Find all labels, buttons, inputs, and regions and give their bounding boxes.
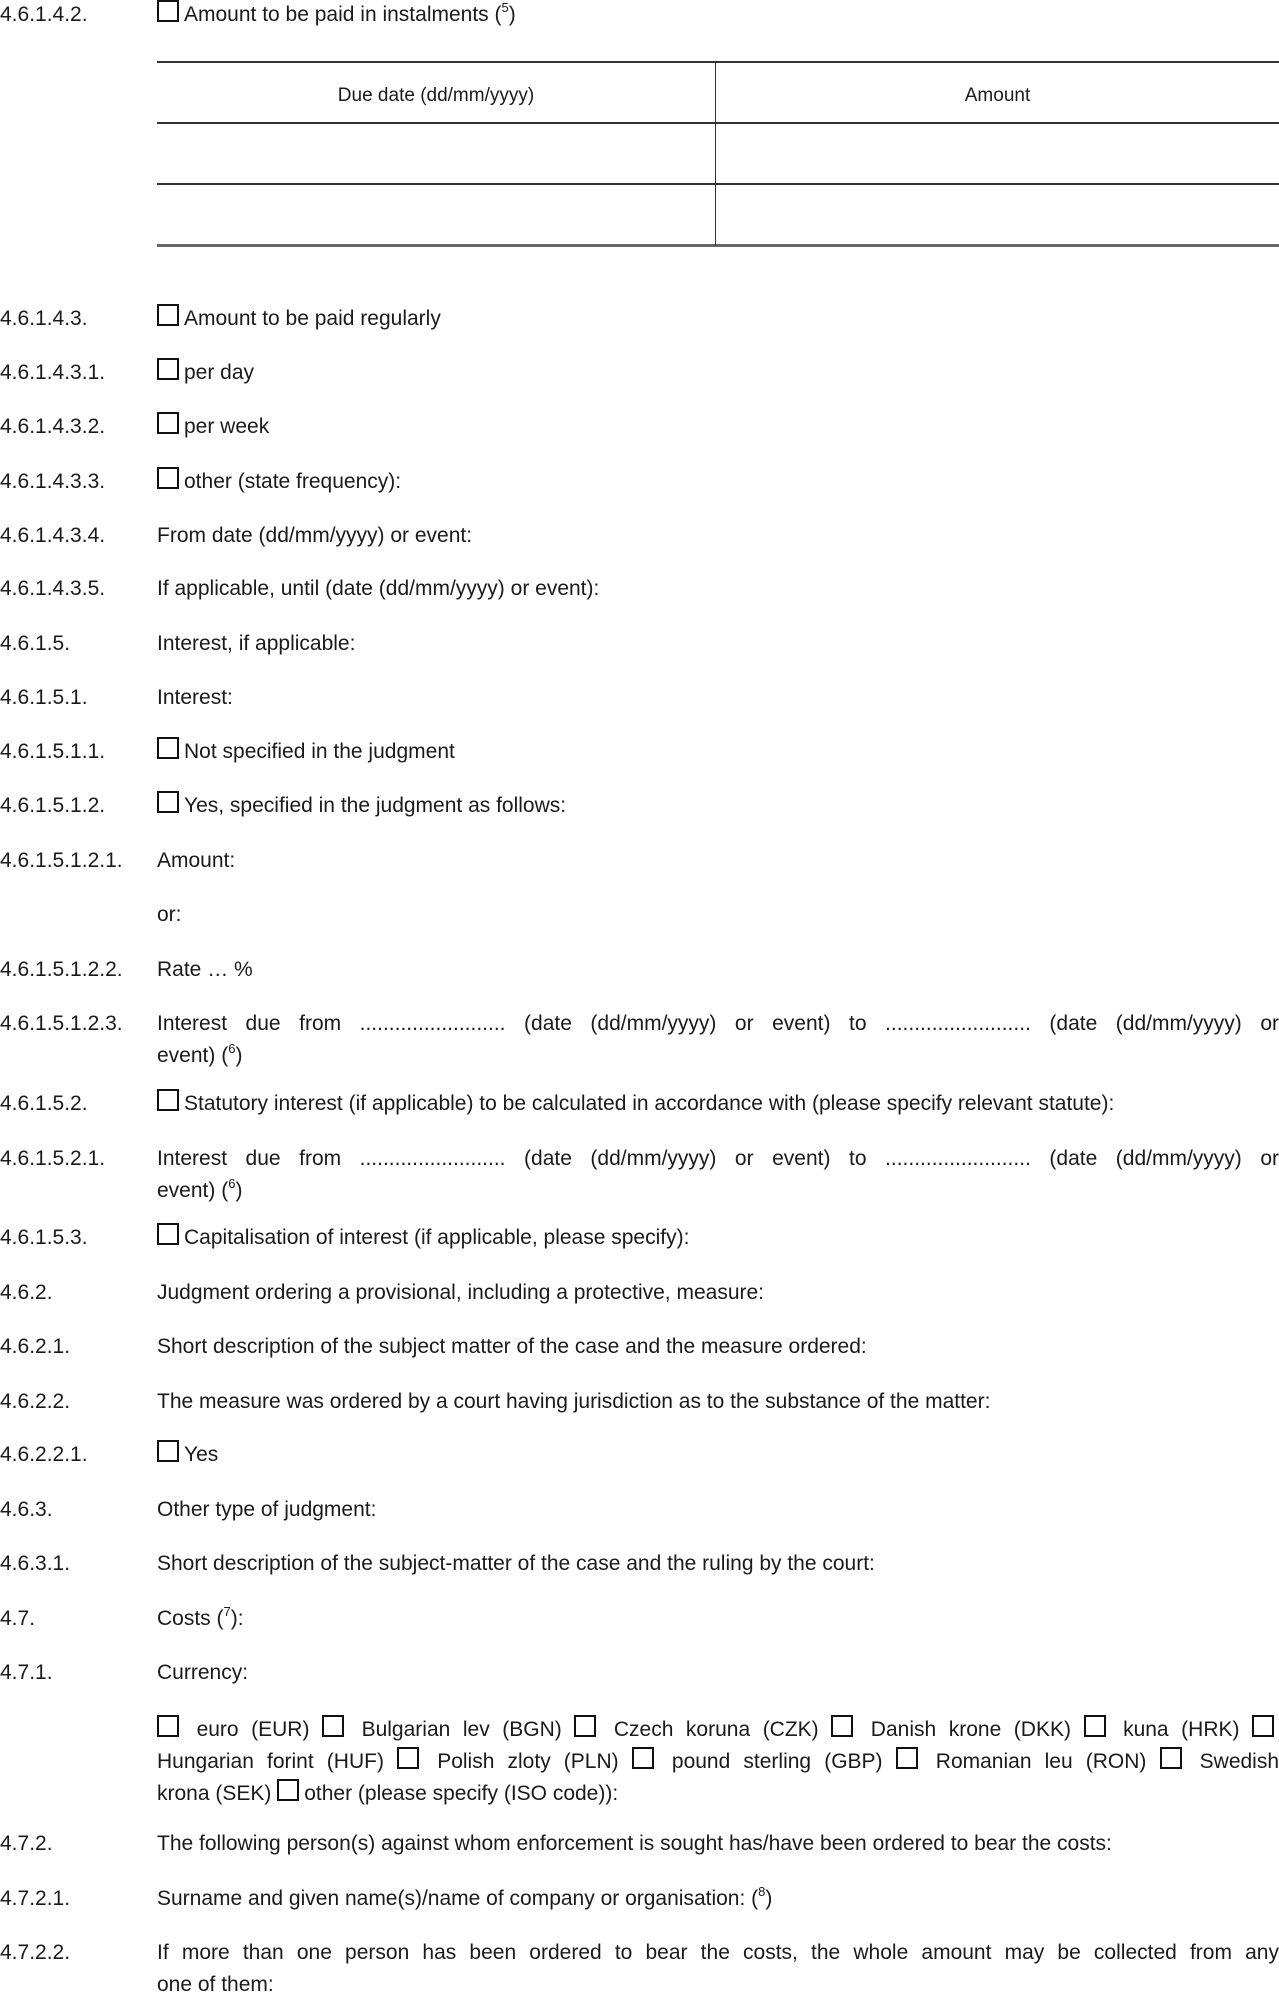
section-text	[157, 1494, 1279, 1526]
text: Czech koruna (CZK)	[613, 1718, 832, 1741]
section-text	[157, 573, 1279, 605]
section-number: 4.6.1.5.1.1.	[0, 740, 106, 763]
checkbox[interactable]	[1252, 1715, 1274, 1737]
section-number: 4.6.2.2.	[0, 1390, 71, 1413]
text-line	[157, 520, 1279, 552]
text-line	[157, 1040, 1279, 1072]
table-cell[interactable]	[157, 185, 715, 244]
section-text	[157, 357, 1279, 389]
text: )	[765, 1887, 773, 1910]
text: kuna (HRK)	[1123, 1718, 1253, 1741]
text-line	[157, 1746, 1279, 1778]
footnote-ref[interactable]: 6	[228, 1041, 236, 1056]
text: Statutory interest (if applicable) to be calculated in accordance with (please specify relevant statute):	[184, 1092, 1115, 1115]
text-line	[157, 1143, 1279, 1175]
text-line	[157, 1657, 1279, 1689]
checkbox[interactable]	[1084, 1715, 1106, 1737]
checkbox[interactable]	[896, 1747, 918, 1769]
text-line	[157, 954, 1279, 986]
section-number: 4.6.2.1.	[0, 1335, 71, 1358]
section-text	[157, 466, 1279, 498]
text: Rate … %	[157, 958, 253, 981]
text: )	[235, 1179, 243, 1202]
column-header-due-date: Due date (dd/mm/yyyy)	[337, 85, 535, 106]
text-line	[157, 1969, 1279, 2001]
text: )	[235, 1044, 243, 1067]
text-line	[157, 899, 1279, 931]
section-number: 4.6.1.4.3.3.	[0, 470, 106, 493]
text-line	[157, 1222, 1279, 1254]
checkbox[interactable]	[157, 737, 179, 759]
checkbox[interactable]	[157, 467, 179, 489]
text-line	[157, 1828, 1279, 1860]
table-rule	[157, 244, 1279, 247]
text: Amount:	[157, 849, 236, 872]
text: event) (	[157, 1179, 229, 1202]
section-number: 4.6.1.5.1.2.1.	[0, 849, 123, 872]
section-number: 4.6.1.5.1.2.	[0, 794, 106, 817]
section-number: 4.6.1.5.2.	[0, 1092, 88, 1115]
text: The following person(s) against whom enforcement is sought has/have been ordered to bear the costs:	[157, 1832, 1112, 1855]
checkbox[interactable]	[1160, 1747, 1182, 1769]
text: Romanian leu (RON)	[935, 1750, 1160, 1773]
text: Polish zloty (PLN)	[437, 1750, 632, 1773]
text-line	[157, 411, 1279, 443]
section-text	[157, 1603, 1279, 1635]
text: Danish krone (DKK)	[870, 1718, 1084, 1741]
text-line	[157, 845, 1279, 877]
section-text	[157, 411, 1279, 443]
section-text	[157, 1548, 1279, 1580]
section-text	[157, 1143, 1279, 1207]
section-text	[157, 1088, 1279, 1120]
column-header-amount: Amount	[964, 85, 1031, 106]
text-line	[157, 1386, 1279, 1418]
text-line	[157, 628, 1279, 660]
text: Other type of judgment:	[157, 1498, 377, 1521]
text-line	[157, 1714, 1279, 1746]
section-text	[157, 682, 1279, 714]
section-text	[157, 628, 1279, 660]
section-number: 4.6.2.2.1.	[0, 1443, 88, 1466]
text: Hungarian forint (HUF)	[157, 1750, 398, 1773]
section-text	[157, 1828, 1279, 1860]
section-number: 4.6.1.4.3.	[0, 307, 88, 330]
text: Interest, if applicable:	[157, 632, 356, 655]
section-number: 4.6.3.	[0, 1498, 53, 1521]
text: pound sterling (GBP)	[671, 1750, 896, 1773]
text: per day	[184, 361, 255, 384]
footnote-ref[interactable]: 7	[223, 1604, 231, 1619]
text: one of them:	[157, 1973, 274, 1996]
section-number: 4.6.1.5.1.2.2.	[0, 958, 123, 981]
section-text	[157, 520, 1279, 552]
footnote-ref[interactable]: 6	[228, 1176, 236, 1191]
section-text	[157, 1008, 1279, 1072]
checkbox[interactable]	[157, 412, 179, 434]
text: Short description of the subject matter of the case and the measure ordered:	[157, 1335, 867, 1358]
section-text	[157, 1386, 1279, 1418]
section-number: 4.7.1.	[0, 1661, 53, 1684]
text: ):	[230, 1607, 244, 1630]
section-number: 4.6.1.4.2.	[0, 3, 88, 26]
text-line	[157, 790, 1279, 822]
checkbox[interactable]	[157, 0, 179, 22]
section-text	[157, 845, 1279, 877]
checkbox[interactable]	[157, 1440, 179, 1462]
text-line	[157, 1494, 1279, 1526]
label: Amount to be paid in instalments (	[184, 3, 502, 26]
text: Costs (	[157, 1607, 224, 1630]
section-text	[157, 736, 1279, 768]
table-cell[interactable]	[716, 185, 1279, 244]
text: Interest due from ......................... (date (dd/mm/yyyy) or event) to ......................... (date (dd/mm/yyyy) or	[157, 1012, 1279, 1035]
section-text	[157, 790, 1279, 822]
text-line	[157, 1277, 1279, 1309]
checkbox[interactable]	[157, 358, 179, 380]
section-text	[157, 1439, 1279, 1471]
text-line	[157, 682, 1279, 714]
text-line	[157, 1008, 1279, 1040]
text-line	[157, 357, 1279, 389]
text: Short description of the subject-matter of the case and the ruling by the court:	[157, 1552, 875, 1575]
checkbox[interactable]	[277, 1779, 299, 1801]
section-text	[157, 1714, 1279, 1810]
section-number: 4.6.1.5.	[0, 632, 71, 655]
text: euro (EUR)	[196, 1718, 323, 1741]
text-line	[157, 1603, 1279, 1635]
table-cell[interactable]	[716, 124, 1279, 183]
text-line	[157, 1439, 1279, 1471]
text-line	[157, 1088, 1279, 1120]
table-cell[interactable]	[157, 124, 715, 183]
text-line	[157, 1883, 1279, 1915]
label-close: )	[508, 3, 516, 26]
section-number: 4.7.2.	[0, 1832, 53, 1855]
text: Currency:	[157, 1661, 249, 1684]
section-number: 4.6.1.5.3.	[0, 1226, 88, 1249]
text: Swedish	[1199, 1750, 1279, 1773]
text-line	[157, 466, 1279, 498]
text: Judgment ordering a provisional, including a protective, measure:	[157, 1281, 765, 1304]
text-line	[157, 1331, 1279, 1363]
text: Surname and given name(s)/name of company or organisation: (	[157, 1887, 759, 1910]
text: Amount to be paid regularly	[184, 307, 441, 330]
text: From date (dd/mm/yyyy) or event:	[157, 524, 473, 547]
text: or:	[157, 903, 182, 926]
section-number: 4.6.1.4.3.5.	[0, 577, 106, 600]
section-text	[157, 303, 1279, 335]
text: Interest due from ......................... (date (dd/mm/yyyy) or event) to ......................... (date (dd/mm/yyyy) or	[157, 1147, 1279, 1170]
text-line	[157, 736, 1279, 768]
section-number: 4.6.1.4.3.4.	[0, 524, 106, 547]
text: Capitalisation of interest (if applicable, please specify):	[184, 1226, 690, 1249]
section-number: 4.6.1.5.1.2.3.	[0, 1012, 123, 1035]
text: If applicable, until (date (dd/mm/yyyy) or event):	[157, 577, 600, 600]
text: Bulgarian lev (BGN)	[361, 1718, 575, 1741]
footnote-ref[interactable]: 5	[501, 0, 509, 15]
section-number: 4.6.3.1.	[0, 1552, 71, 1575]
section-number: 4.6.2.	[0, 1281, 53, 1304]
text-line	[157, 303, 1279, 335]
checkbox[interactable]	[397, 1747, 419, 1769]
text-line	[157, 1548, 1279, 1580]
text-line	[157, 573, 1279, 605]
text: other (state frequency):	[184, 470, 402, 493]
section-text	[157, 1331, 1279, 1363]
checkbox[interactable]	[157, 1089, 179, 1111]
checkbox[interactable]	[157, 1223, 179, 1245]
section-text	[157, 1657, 1279, 1689]
section-number: 4.6.1.4.3.2.	[0, 415, 106, 438]
text-line	[157, 1937, 1279, 1969]
footnote-ref[interactable]: 8	[758, 1884, 766, 1899]
text: event) (	[157, 1044, 229, 1067]
section-number: 4.6.1.5.1.	[0, 686, 88, 709]
text: The measure was ordered by a court having jurisdiction as to the substance of the matter:	[157, 1390, 991, 1413]
text: Yes	[184, 1443, 219, 1466]
checkbox[interactable]	[632, 1747, 654, 1769]
instalments-table	[157, 61, 1279, 246]
section-text	[157, 1277, 1279, 1309]
section-text	[157, 1883, 1279, 1915]
section-text	[157, 954, 1279, 986]
checkbox[interactable]	[574, 1715, 596, 1737]
checkbox[interactable]	[157, 791, 179, 813]
checkbox[interactable]	[157, 304, 179, 326]
section-number: 4.6.1.5.2.1.	[0, 1147, 106, 1170]
text-line	[157, 1778, 1279, 1810]
checkbox[interactable]	[831, 1715, 853, 1737]
section-text	[157, 899, 1279, 931]
section-number: 4.7.2.1.	[0, 1887, 71, 1910]
section-text	[157, 1937, 1279, 2001]
text: per week	[184, 415, 270, 438]
section-number: 4.6.1.4.3.1.	[0, 361, 106, 384]
checkbox[interactable]	[157, 1715, 179, 1737]
text: If more than one person has been ordered to bear the costs, the whole amount may be collected from any	[157, 1941, 1279, 1964]
text: other (please specify (ISO code)):	[304, 1782, 619, 1805]
section-number: 4.7.	[0, 1607, 36, 1630]
table-rule	[157, 61, 1279, 63]
checkbox[interactable]	[322, 1715, 344, 1737]
text: Not specified in the judgment	[184, 740, 455, 763]
section-number: 4.7.2.2.	[0, 1941, 71, 1964]
text: krona (SEK)	[157, 1782, 278, 1805]
text: Yes, specified in the judgment as follows:	[184, 794, 567, 817]
text-line	[157, 1175, 1279, 1207]
section-text	[157, 1222, 1279, 1254]
text: Interest:	[157, 686, 233, 709]
